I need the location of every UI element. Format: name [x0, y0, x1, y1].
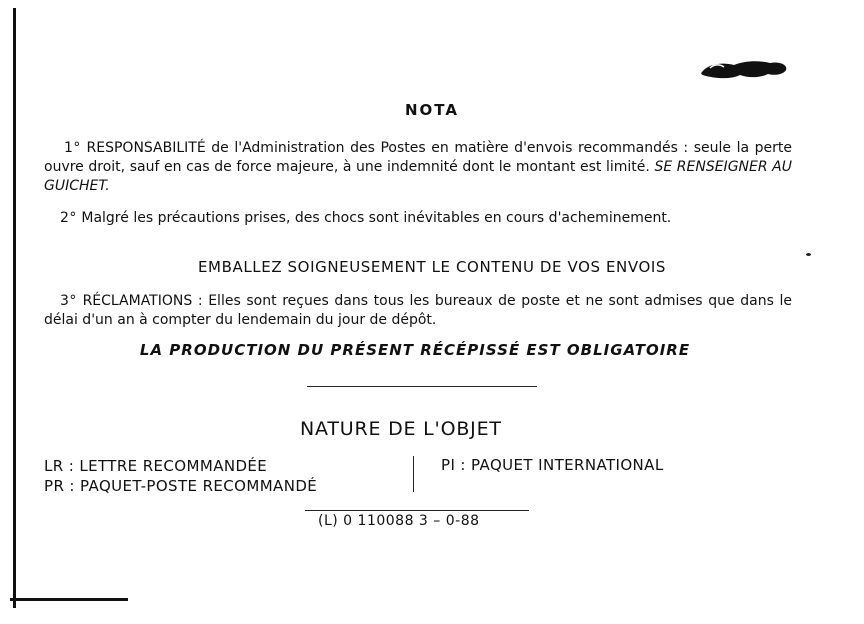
paragraph-number: 2° [60, 210, 77, 226]
ink-speck [806, 253, 811, 256]
code-list-left [44, 456, 317, 496]
form-reference: (L) 0 110088 3 – 0-88 [318, 513, 480, 529]
page-title: NOTA [405, 101, 459, 119]
codes-divider [413, 456, 414, 492]
obligatoire-notice: LA PRODUCTION DU PRÉSENT RÉCÉPISSÉ EST OBLIGATOIRE [139, 341, 691, 359]
reference-rule [305, 510, 529, 511]
code-pi: PI : PAQUET INTERNATIONAL [441, 456, 664, 474]
left-border-rule [13, 8, 16, 608]
packaging-warning: EMBALLEZ SOIGNEUSEMENT LE CONTENU DE VOS ENVOIS [197, 258, 667, 276]
bottom-border-rule [10, 598, 128, 601]
code-pr: PR : PAQUET-POSTE RECOMMANDÉ [44, 477, 318, 495]
paragraph-precautions [44, 209, 792, 228]
paragraph-text: Malgré les précautions prises, des chocs sont inévitables en cours d'acheminement. [81, 210, 672, 226]
paragraph-number: 3° [60, 293, 77, 309]
paragraph-text: RÉCLAMATIONS : Elles sont reçues dans tous les bureaux de poste et ne sont admises que dans le délai d'un an à compter du lendemain du jour de dépôt. [44, 293, 792, 328]
nature-heading: NATURE DE L'OBJET [300, 418, 502, 440]
divider-rule [307, 386, 537, 387]
paragraph-responsabilite [44, 139, 792, 196]
paragraph-notice: SE RENSEIGNER AU GUICHET. [44, 159, 793, 194]
paragraph-text: RESPONSABILITÉ de l'Administration des Postes en matière d'envois recommandés : seule la perte ouvre droit, sauf en cas de force majeure, à une indemnité dont le montant est limité. [44, 140, 792, 175]
paragraph-number: 1° [64, 140, 81, 156]
code-lr: LR : LETTRE RECOMMANDÉE [44, 457, 268, 475]
ink-blot-mark [700, 56, 790, 86]
paragraph-reclamations [44, 292, 792, 330]
